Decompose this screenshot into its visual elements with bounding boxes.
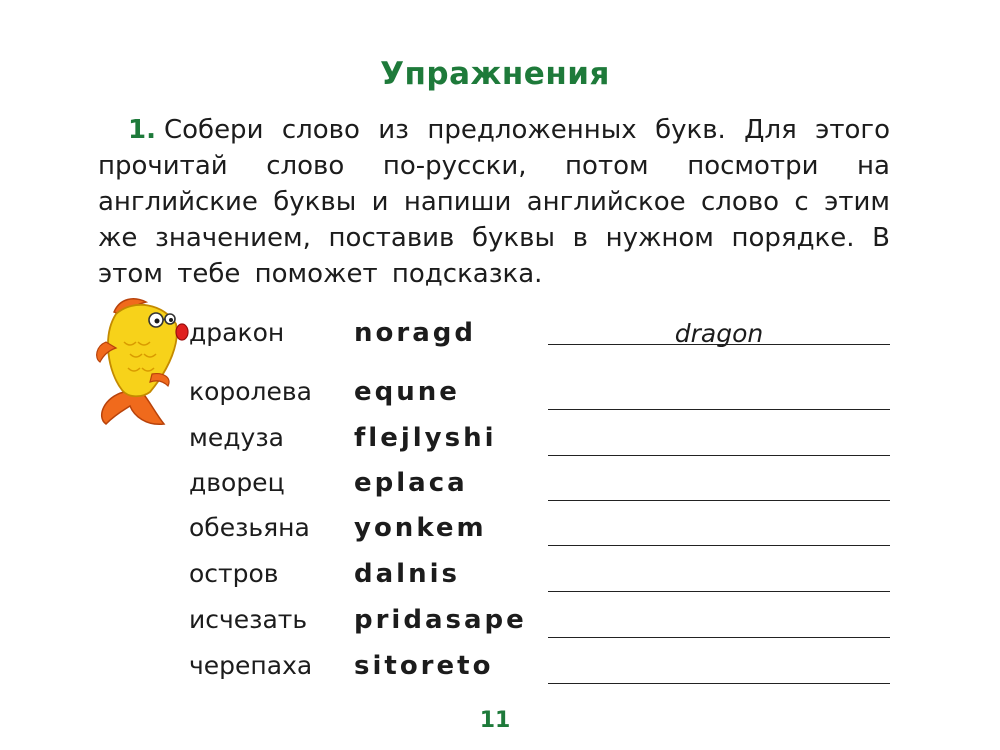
list-item: [0, 421, 1000, 461]
exercise-instruction: [98, 112, 890, 292]
scrambled-letters: pridasape: [354, 605, 527, 635]
scrambled-letters: yonkem: [354, 513, 487, 543]
answer-line[interactable]: [548, 344, 890, 345]
answer-line[interactable]: [548, 455, 890, 456]
scrambled-letters: equne: [354, 377, 460, 407]
scrambled-letters: noragd: [354, 318, 476, 348]
list-item: [0, 316, 1000, 356]
list-item: [0, 557, 1000, 597]
list-item: [0, 511, 1000, 551]
russian-word: дворец: [189, 468, 285, 497]
exercise-number: 1.: [128, 115, 156, 145]
page-title: Упражнения: [380, 56, 610, 92]
answer-line[interactable]: [548, 409, 890, 410]
answer-line[interactable]: [548, 545, 890, 546]
scrambled-letters: flejlyshi: [354, 423, 497, 453]
russian-word: остров: [189, 559, 279, 588]
answer-line[interactable]: [548, 683, 890, 684]
exercise-text: Собери слово из предложенных букв. Для этого прочитай слово по-русски, потом посмотри на английские буквы и напиши английское слово с этим же значением, поставив буквы в нужном порядке. В этом тебе поможет подсказка.: [98, 115, 890, 289]
page-number: 11: [479, 708, 511, 733]
scrambled-letters: eplaca: [354, 468, 468, 498]
list-item: [0, 466, 1000, 506]
russian-word: обезьяна: [189, 513, 310, 542]
answer-line[interactable]: [548, 637, 890, 638]
scrambled-letters: dalnis: [354, 559, 460, 589]
russian-word: королева: [189, 377, 312, 406]
list-item: [0, 649, 1000, 689]
list-item: [0, 603, 1000, 643]
list-item: [0, 375, 1000, 415]
scrambled-letters: sitoreto: [354, 651, 494, 681]
russian-word: дракон: [189, 318, 285, 347]
russian-word: черепаха: [189, 651, 313, 680]
russian-word: медуза: [189, 423, 284, 452]
russian-word: исчезать: [189, 605, 308, 634]
answer-line[interactable]: [548, 500, 890, 501]
answer-line[interactable]: [548, 591, 890, 592]
answer-text: dragon: [674, 319, 764, 348]
